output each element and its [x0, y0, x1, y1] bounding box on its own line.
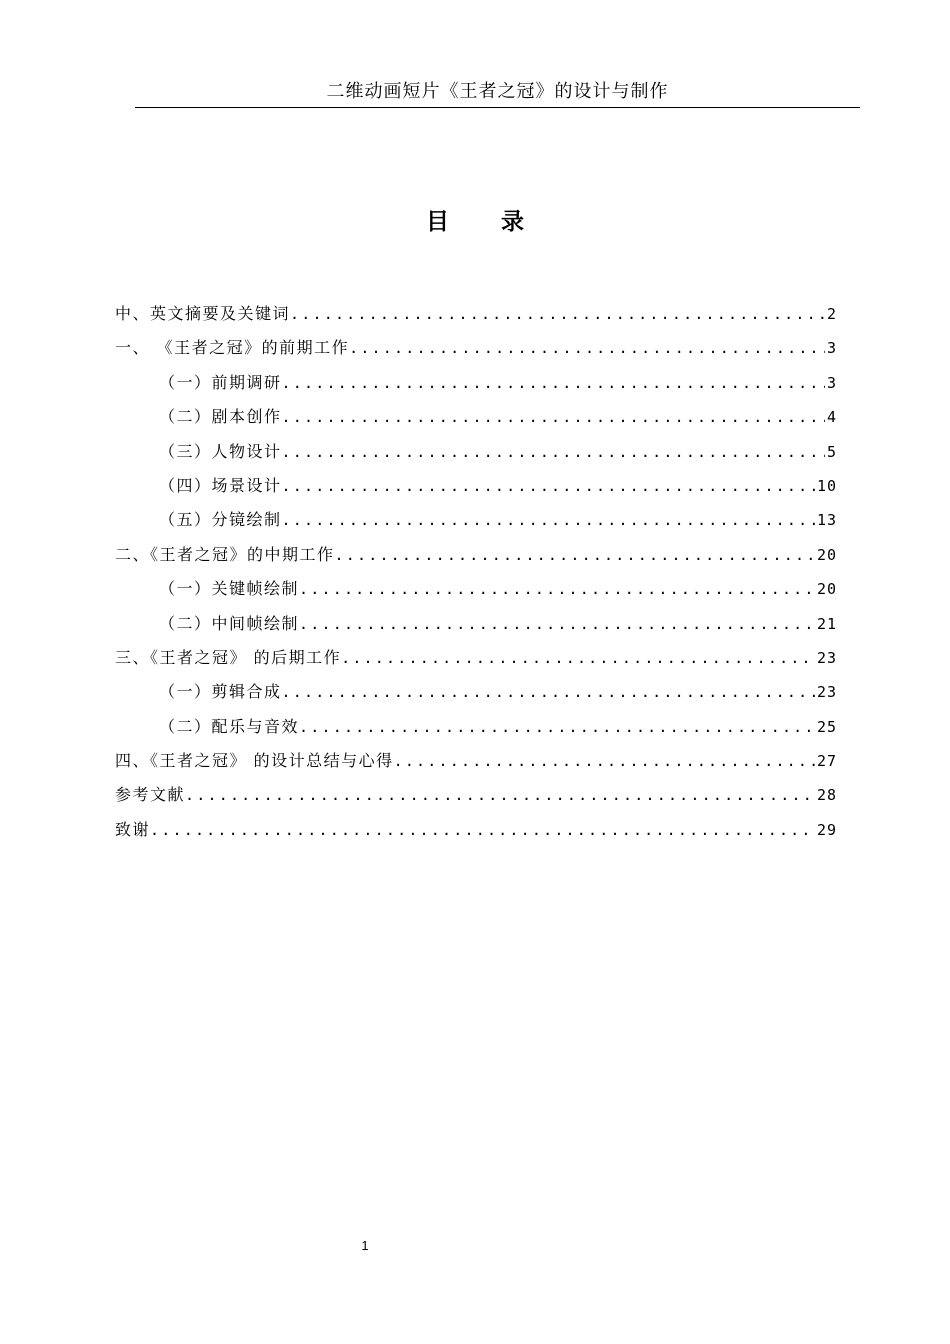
toc-entry-label: （二）配乐与音效: [159, 716, 300, 736]
toc-entry-page: 29: [816, 820, 837, 839]
toc-entry-label: （四）场景设计: [159, 475, 282, 495]
table-of-contents: [115, 300, 837, 850]
toc-dot-leader: [341, 644, 815, 672]
toc-entry-chapter-3[interactable]: [115, 644, 837, 678]
toc-heading: [0, 207, 950, 237]
toc-entry-page: 23: [816, 683, 837, 702]
toc-entry-label: 四、《王者之冠》 的设计总结与心得: [115, 751, 394, 771]
toc-dot-leader: [282, 403, 825, 431]
toc-entry-label: 一、 《王者之冠》的前期工作: [115, 338, 350, 358]
toc-entry-label: 参考文献: [115, 785, 186, 805]
toc-entry-page: 3: [826, 339, 837, 358]
toc-entry-page: 10: [816, 476, 837, 495]
toc-heading-char-2: 录: [501, 208, 524, 235]
toc-entry-1-5[interactable]: [115, 506, 837, 540]
toc-entry-page: 4: [826, 408, 837, 427]
toc-dot-leader: [335, 541, 815, 569]
toc-entry-1-4[interactable]: [115, 472, 837, 506]
toc-entry-label: （二）中间帧绘制: [159, 613, 300, 633]
toc-entry-page: 2: [826, 305, 837, 323]
toc-entry-page: 27: [816, 752, 837, 771]
toc-entry-2-1[interactable]: [115, 575, 837, 609]
toc-entry-label: （一）剪辑合成: [159, 682, 282, 702]
toc-entry-label: （五）分镜绘制: [159, 510, 282, 530]
toc-entry-page: 5: [826, 442, 837, 461]
toc-entry-label: （一）关键帧绘制: [159, 579, 300, 599]
toc-entry-acknowledgements[interactable]: [115, 816, 837, 850]
toc-dot-leader: [282, 438, 825, 466]
toc-entry-label: 中、英文摘要及关键词: [115, 304, 291, 323]
toc-entry-page: 13: [816, 511, 837, 530]
toc-entry-chapter-2[interactable]: [115, 541, 837, 575]
toc-entry-chapter-1[interactable]: [115, 334, 837, 368]
toc-heading-char-1: 目: [426, 208, 449, 235]
toc-dot-leader: [185, 781, 815, 809]
toc-entry-label: 致谢: [115, 819, 151, 839]
toc-entry-page: 23: [816, 648, 837, 667]
toc-entry-label: （二）剧本创作: [159, 407, 282, 427]
toc-entry-references[interactable]: [115, 781, 837, 815]
toc-dot-leader: [349, 334, 825, 362]
toc-entry-1-1[interactable]: [115, 369, 837, 403]
toc-entry-2-2[interactable]: [115, 610, 837, 644]
running-header-title: 二维动画短片《王者之冠》的设计与制作: [326, 81, 669, 102]
toc-dot-leader: [282, 678, 815, 706]
toc-entry-1-3[interactable]: [115, 438, 837, 472]
toc-entry-page: 25: [816, 717, 837, 736]
toc-entry-label: 三、《王者之冠》 的后期工作: [115, 647, 342, 667]
toc-entry-label: （三）人物设计: [159, 441, 282, 461]
toc-entry-label: （一）前期调研: [159, 372, 282, 392]
toc-dot-leader: [394, 747, 815, 775]
toc-entry-chapter-4[interactable]: [115, 747, 837, 781]
toc-entry-page: 21: [816, 614, 837, 633]
toc-dot-leader: [290, 300, 825, 328]
toc-entry-1-2[interactable]: [115, 403, 837, 437]
page-number: 1: [361, 1238, 369, 1253]
toc-dot-leader: [150, 816, 815, 844]
toc-entry-page: 20: [816, 545, 837, 564]
toc-entry-page: 3: [826, 373, 837, 392]
toc-dot-leader: [299, 713, 815, 741]
toc-entry-3-1[interactable]: [115, 678, 837, 712]
header-divider: [135, 107, 860, 108]
toc-entry-3-2[interactable]: [115, 713, 837, 747]
toc-entry-abstract[interactable]: [115, 300, 837, 334]
toc-dot-leader: [282, 472, 815, 500]
toc-dot-leader: [299, 610, 815, 638]
toc-entry-page: 28: [816, 786, 837, 805]
toc-dot-leader: [282, 506, 815, 534]
toc-dot-leader: [299, 575, 815, 603]
toc-entry-label: 二、《王者之冠》的中期工作: [115, 544, 335, 564]
toc-dot-leader: [282, 369, 825, 397]
toc-entry-page: 20: [816, 580, 837, 599]
